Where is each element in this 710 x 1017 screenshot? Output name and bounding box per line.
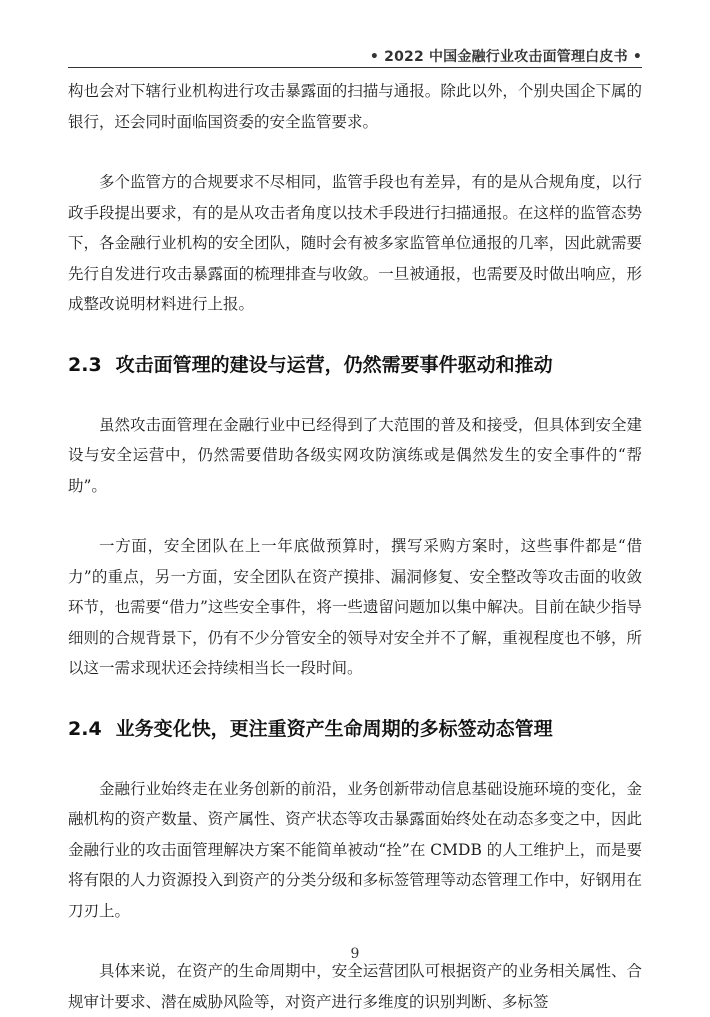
running-header: • 2022 中国金融行业攻击面管理白皮书 • <box>369 49 642 65</box>
paragraph-regulators: 多个监管方的合规要求不尽相同，监管手段也有差异，有的是从合规角度，以行政手段提出要求，有的是从攻击者角度以技术手段进行扫描通报。在这样的监管态势下，各金融行业机构的安全团队，随时会有被多家监管单位通报的几率，因此就需要先行自发进行攻击暴露面的梳理排查与收敛。一旦被通报，也需要及时做出响应，形成整改说明材料进行上报。 <box>68 173 642 313</box>
section-number: 2.4 <box>68 717 102 740</box>
section-heading-2-3 <box>68 350 642 380</box>
paragraph-2-3-b: 一方面，安全团队在上一年底做预算时，撰写采购方案时，这些事件都是“借力”的重点，另一方面，安全团队在资产摸排、漏洞修复、安全整改等攻击面的收敛环节，也需要“借力”这些安全事件，将一些遗留问题加以集中解决。目前在缺少指导细则的合规背景下，仍有不少分管安全的领导对安全并不了解，重视程度也不够，所以这一需求现状还会持续相当长一段时间。 <box>68 537 642 677</box>
paragraph-continuation: 构也会对下辖行业机构进行攻击暴露面的扫描与通报。除此以外，个别央国企下属的银行，还会同时面临国资委的安全监管要求。 <box>68 82 642 131</box>
section-title: 业务变化快，更注重资产生命周期的多标签动态管理 <box>115 717 553 740</box>
page-number: 9 <box>350 946 360 962</box>
section-heading-2-4 <box>68 714 642 744</box>
paragraph-2-3-a: 虽然攻击面管理在金融行业中已经得到了大范围的普及和接受，但具体到安全建设与安全运营中，仍然需要借助各级实网攻防演练或是偶然发生的安全事件的“帮助”。 <box>68 415 642 495</box>
section-title: 攻击面管理的建设与运营，仍然需要事件驱动和推动 <box>115 353 553 376</box>
page-content <box>68 76 642 1017</box>
paragraph-2-4-b: 具体来说，在资产的生命周期中，安全运营团队可根据资产的业务相关属性、合规审计要求、潜在威胁风险等，对资产进行多维度的识别判断、多标签 <box>68 962 642 1011</box>
section-number: 2.3 <box>68 353 102 376</box>
paragraph-2-4-a: 金融行业始终走在业务创新的前沿，业务创新带动信息基础设施环境的变化，金融机构的资产数量、资产属性、资产状态等攻击暴露面始终处在动态多变之中，因此金融行业的攻击面管理解决方案不能简单被动“拴”在 CMDB 的人工维护上，而是要将有限的人力资源投入到资产的分类分级和多标签管理等动态管理工作中，好钢用在刀刃上。 <box>68 779 642 920</box>
header-divider <box>68 67 642 68</box>
